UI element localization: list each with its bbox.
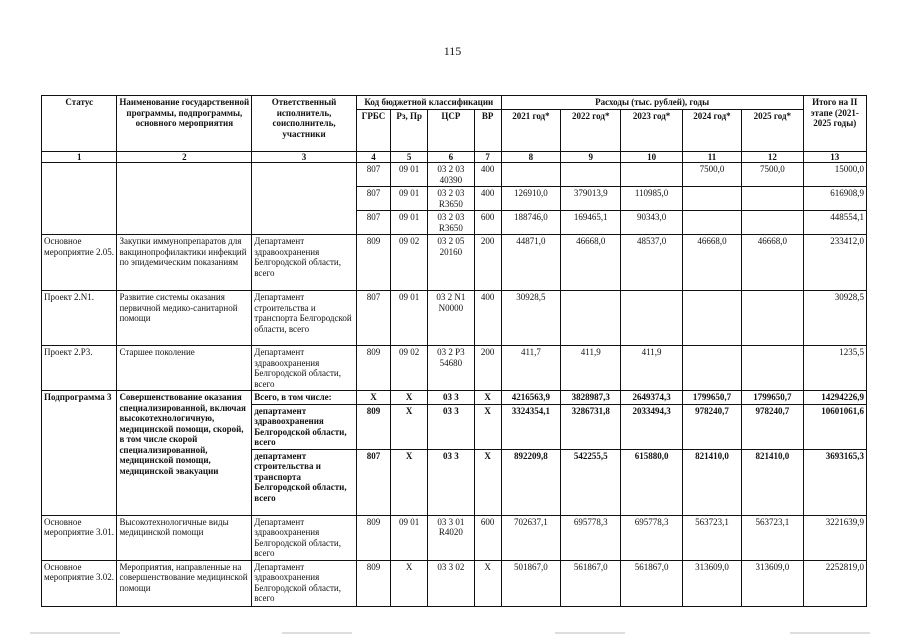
total-cell: 15000,0 <box>803 163 866 187</box>
rz-cell: X <box>391 391 428 405</box>
y2024-cell: 7500,0 <box>682 163 741 187</box>
status-cell: Проект 2.P3. <box>42 346 117 391</box>
grbs-cell: 807 <box>356 187 390 211</box>
grbs-cell: 809 <box>356 346 390 391</box>
y2022-cell <box>561 163 621 187</box>
y2022-cell: 695778,3 <box>561 515 621 560</box>
table-row <box>42 235 867 291</box>
vr-cell: 600 <box>474 211 501 235</box>
header-2023: 2023 год* <box>621 109 682 151</box>
col-num: 13 <box>803 151 866 163</box>
header-2025: 2025 год* <box>742 109 803 151</box>
header-expenses-label: Расходы (тыс. рублей), годы <box>595 97 710 107</box>
rz-cell: 09 01 <box>391 163 428 187</box>
total-cell: 448554,1 <box>803 211 866 235</box>
col-num: 5 <box>391 151 428 163</box>
grbs-cell: X <box>356 391 390 405</box>
y2023-cell: 2649374,3 <box>621 391 682 405</box>
table-row <box>42 163 867 187</box>
grbs-cell: 809 <box>356 515 390 560</box>
y2023-cell <box>621 291 682 346</box>
y2021-cell <box>501 163 560 187</box>
name-cell <box>117 163 252 235</box>
name-cell: Мероприятия, направленные на совершенствование медицинской помощи <box>117 560 252 606</box>
responsible-cell: Всего, в том числе: <box>252 391 357 405</box>
table-row <box>42 515 867 560</box>
y2023-cell: 110985,0 <box>621 187 682 211</box>
table-row <box>42 291 867 346</box>
total-cell: 10601061,6 <box>803 404 866 449</box>
y2024-cell: 821410,0 <box>682 449 741 515</box>
csr-cell: 03 2 P3 54680 <box>428 346 474 391</box>
col-num: 2 <box>117 151 252 163</box>
scan-mark <box>555 632 625 634</box>
total-cell: 1235,5 <box>803 346 866 391</box>
responsible-cell: Департамент здравоохранения Белгородской области, всего <box>252 515 357 560</box>
grbs-cell: 807 <box>356 449 390 515</box>
total-cell: 616908,9 <box>803 187 866 211</box>
responsible-cell: Департамент здравоохранения Белгородской области, всего <box>252 235 357 291</box>
rz-cell: 09 01 <box>391 291 428 346</box>
status-cell: Основное мероприятие 3.02. <box>42 560 117 606</box>
status-cell: Проект 2.N1. <box>42 291 117 346</box>
y2024-cell: 313609,0 <box>682 560 741 606</box>
table-row <box>42 346 867 391</box>
y2022-cell: 379013,9 <box>561 187 621 211</box>
grbs-cell: 807 <box>356 291 390 346</box>
rz-cell: 09 02 <box>391 235 428 291</box>
total-cell: 2252819,0 <box>803 560 866 606</box>
rz-cell: 09 02 <box>391 346 428 391</box>
csr-cell: 03 2 03 R3650 <box>428 211 474 235</box>
y2021-cell: 44871,0 <box>501 235 560 291</box>
name-cell: Высокотехнологичные виды медицинской помощи <box>117 515 252 560</box>
rz-cell: X <box>391 560 428 606</box>
responsible-cell: департамент строительства и транспорта Белгородской области, всего <box>252 449 357 515</box>
y2024-cell <box>682 346 741 391</box>
vr-cell: 600 <box>474 515 501 560</box>
y2022-cell: 411,9 <box>561 346 621 391</box>
y2022-cell: 561867,0 <box>561 560 621 606</box>
vr-cell: 400 <box>474 187 501 211</box>
y2023-cell: 48537,0 <box>621 235 682 291</box>
y2023-cell <box>621 163 682 187</box>
csr-cell: 03 3 02 <box>428 560 474 606</box>
scan-mark <box>30 632 120 634</box>
y2021-cell: 30928,5 <box>501 291 560 346</box>
y2025-cell <box>742 211 803 235</box>
vr-cell: 200 <box>474 235 501 291</box>
y2022-cell: 3286731,8 <box>561 404 621 449</box>
responsible-cell: Департамент здравоохранения Белгородской области, всего <box>252 346 357 391</box>
y2021-cell: 188746,0 <box>501 211 560 235</box>
col-num: 12 <box>742 151 803 163</box>
responsible-cell <box>252 163 357 235</box>
budget-table <box>41 95 867 607</box>
grbs-cell: 809 <box>356 560 390 606</box>
csr-cell: 03 3 01 R4020 <box>428 515 474 560</box>
status-cell: Подпрограмма 3 <box>42 391 117 516</box>
column-number-row <box>42 151 867 163</box>
header-grbs: ГРБС <box>356 109 390 151</box>
col-num: 7 <box>474 151 501 163</box>
header-2021: 2021 год* <box>501 109 560 151</box>
y2025-cell <box>742 187 803 211</box>
header-csr: ЦСР <box>428 109 474 151</box>
y2023-cell: 561867,0 <box>621 560 682 606</box>
col-num: 9 <box>561 151 621 163</box>
y2025-cell: 1799650,7 <box>742 391 803 405</box>
y2021-cell: 892209,8 <box>501 449 560 515</box>
header-vr: ВР <box>474 109 501 151</box>
responsible-cell: Департамент здравоохранения Белгородской области, всего <box>252 560 357 606</box>
y2021-cell: 501867,0 <box>501 560 560 606</box>
rz-cell: X <box>391 449 428 515</box>
grbs-cell: 807 <box>356 163 390 187</box>
col-num: 4 <box>356 151 390 163</box>
name-cell: Закупки иммунопрепаратов для вакцинопрофилактики инфекций по эпидемическим показаниям <box>117 235 252 291</box>
grbs-cell: 809 <box>356 404 390 449</box>
y2025-cell <box>742 346 803 391</box>
rz-cell: X <box>391 404 428 449</box>
y2023-cell: 2033494,3 <box>621 404 682 449</box>
y2024-cell <box>682 291 741 346</box>
vr-cell: 200 <box>474 346 501 391</box>
y2021-cell: 126910,0 <box>501 187 560 211</box>
y2024-cell: 978240,7 <box>682 404 741 449</box>
page-number: 115 <box>443 44 462 58</box>
col-num: 1 <box>42 151 117 163</box>
vr-cell: X <box>474 391 501 405</box>
y2024-cell: 46668,0 <box>682 235 741 291</box>
vr-cell: 400 <box>474 163 501 187</box>
header-name: Наименование государственной программы, подпрограммы, основного мероприятия <box>117 96 252 152</box>
responsible-cell: Департамент строительства и транспорта Белгородской области, всего <box>252 291 357 346</box>
header-2022: 2022 год* <box>561 109 621 151</box>
grbs-cell: 807 <box>356 211 390 235</box>
y2021-cell: 3324354,1 <box>501 404 560 449</box>
scan-mark <box>282 632 352 634</box>
y2022-cell: 46668,0 <box>561 235 621 291</box>
name-cell: Совершенствование оказания специализированной, включая высокотехнологичную, медицинской помощи, скорой, в том числе скорой специализированной, медицинской помощи, медицинской эвакуации <box>117 391 252 516</box>
y2023-cell: 695778,3 <box>621 515 682 560</box>
status-cell: Основное мероприятие 2.05. <box>42 235 117 291</box>
rz-cell: 09 01 <box>391 515 428 560</box>
csr-cell: 03 3 <box>428 449 474 515</box>
vr-cell: X <box>474 404 501 449</box>
header-2024: 2024 год* <box>682 109 741 151</box>
header-total: Итого на II этапе (2021-2025 годы) <box>803 96 866 152</box>
y2021-cell: 4216563,9 <box>501 391 560 405</box>
total-cell: 3693165,3 <box>803 449 866 515</box>
y2022-cell <box>561 291 621 346</box>
y2025-cell <box>742 291 803 346</box>
status-cell: Основное мероприятие 3.01. <box>42 515 117 560</box>
y2022-cell: 542255,5 <box>561 449 621 515</box>
y2024-cell <box>682 187 741 211</box>
col-num: 3 <box>252 151 357 163</box>
status-cell <box>42 163 117 235</box>
y2024-cell: 563723,1 <box>682 515 741 560</box>
y2024-cell <box>682 211 741 235</box>
header-expenses <box>501 96 803 110</box>
y2025-cell: 46668,0 <box>742 235 803 291</box>
table-row-subprogram <box>42 391 867 405</box>
total-cell: 30928,5 <box>803 291 866 346</box>
name-cell: Старшее поколение <box>117 346 252 391</box>
responsible-cell: департамент здравоохранения Белгородской области, всего <box>252 404 357 449</box>
rz-cell: 09 01 <box>391 187 428 211</box>
total-cell: 233412,0 <box>803 235 866 291</box>
header-budget-code: Код бюджетной классификации <box>356 96 501 110</box>
y2025-cell: 313609,0 <box>742 560 803 606</box>
col-num: 10 <box>621 151 682 163</box>
rz-cell: 09 01 <box>391 211 428 235</box>
scan-mark <box>790 632 870 634</box>
y2025-cell: 821410,0 <box>742 449 803 515</box>
total-cell: 14294226,9 <box>803 391 866 405</box>
vr-cell: 400 <box>474 291 501 346</box>
csr-cell: 03 2 03 40390 <box>428 163 474 187</box>
col-num: 8 <box>501 151 560 163</box>
y2023-cell: 411,9 <box>621 346 682 391</box>
table-row <box>42 560 867 606</box>
header-status: Статус <box>42 96 117 152</box>
y2025-cell: 7500,0 <box>742 163 803 187</box>
y2022-cell: 169465,1 <box>561 211 621 235</box>
csr-cell: 03 2 03 R3650 <box>428 187 474 211</box>
name-cell: Развитие системы оказания первичной медико-санитарной помощи <box>117 291 252 346</box>
csr-cell: 03 2 05 20160 <box>428 235 474 291</box>
y2022-cell: 3828987,3 <box>561 391 621 405</box>
header-rz: Рз, Пр <box>391 109 428 151</box>
grbs-cell: 809 <box>356 235 390 291</box>
total-cell: 3221639,9 <box>803 515 866 560</box>
y2023-cell: 90343,0 <box>621 211 682 235</box>
y2025-cell: 978240,7 <box>742 404 803 449</box>
csr-cell: 03 3 <box>428 404 474 449</box>
vr-cell: X <box>474 449 501 515</box>
y2021-cell: 411,7 <box>501 346 560 391</box>
vr-cell: X <box>474 560 501 606</box>
y2024-cell: 1799650,7 <box>682 391 741 405</box>
csr-cell: 03 3 <box>428 391 474 405</box>
col-num: 6 <box>428 151 474 163</box>
col-num: 11 <box>682 151 741 163</box>
csr-cell: 03 2 N1 N0000 <box>428 291 474 346</box>
y2023-cell: 615880,0 <box>621 449 682 515</box>
header-responsible: Ответственный исполнитель, соисполнитель, участники <box>252 96 357 152</box>
y2025-cell: 563723,1 <box>742 515 803 560</box>
y2021-cell: 702637,1 <box>501 515 560 560</box>
